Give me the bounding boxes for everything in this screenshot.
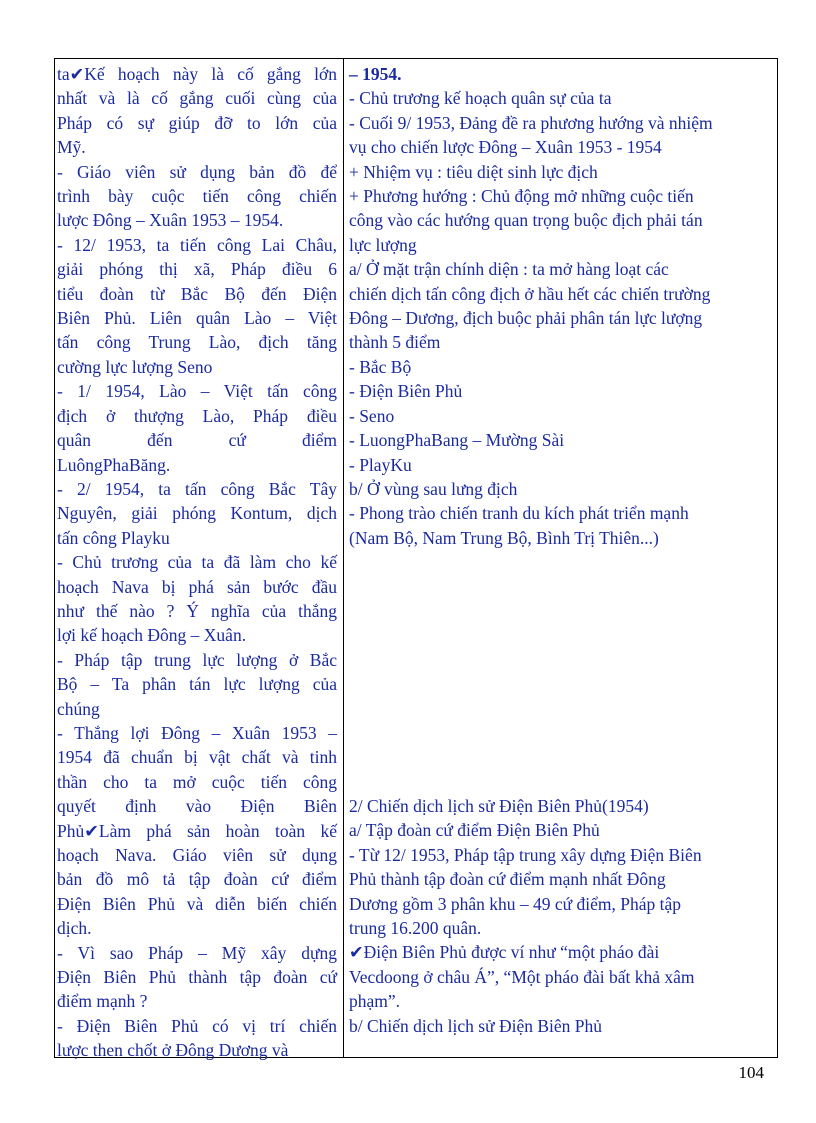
left-text-line: tấn công Trung Lào, địch tăng [57, 332, 337, 353]
page-number: 104 [738, 1063, 764, 1082]
column-divider [343, 59, 344, 1057]
content-table [54, 58, 778, 1061]
left-text-line: - 1/ 1954, Lào – Việt tấn công [57, 381, 337, 402]
left-text-line: - Thắng lợi Đông – Xuân 1953 – [57, 722, 337, 743]
left-text-line: Nguyên, giải phóng Kontum, dịch [57, 503, 337, 524]
right-text-line: b/ Ở vùng sau lưng địch [349, 478, 518, 499]
left-text-line: quyết định vào Điện Biên [57, 796, 337, 817]
right-text-line: - LuongPhaBang – Mường Sài [349, 430, 565, 451]
right-text-line: - Bắc Bộ [349, 356, 412, 377]
right-text-line: – 1954. [349, 64, 402, 84]
left-text-line: Điện Biên Phủ thành tập đoàn cứ [57, 967, 337, 988]
left-text-line: tiểu đoàn từ Bắc Bộ đến Điện [57, 283, 337, 304]
right-text-line: - Phong trào chiến tranh du kích phát triển mạnh [349, 503, 689, 524]
left-text-line: tấn công Playku [57, 527, 170, 548]
right-text-line: + Phương hướng : Chủ động mở những cuộc tiến [349, 186, 694, 207]
left-text-line: - Chủ trương của ta đã làm cho kế [57, 552, 337, 573]
left-text-line: nhất và là cố gắng cuối cùng của [57, 88, 337, 109]
left-text-line: cường lực lượng Seno [57, 356, 213, 377]
right-text-line: chiến dịch tấn công địch ở hầu hết các chiến trường [349, 283, 711, 304]
right-text-line: phạm”. [349, 991, 401, 1012]
left-text-line: - Giáo viên sử dụng bản đồ để [57, 161, 337, 182]
left-text-line: Điện Biên Phủ và diễn biến chiến [57, 893, 337, 914]
left-text-line: chúng [57, 698, 100, 719]
left-text-line: 1954 đã chuẩn bị vật chất và tinh [57, 747, 337, 768]
left-text-line: thần cho ta mở cuộc tiến công [57, 771, 337, 792]
left-text-line: Pháp có sự giúp đỡ to lớn của [57, 112, 337, 133]
left-text-line: trình bày cuộc tiến công chiến [57, 186, 337, 207]
left-text-line: dịch. [57, 918, 92, 939]
right-text-line: ✔Điện Biên Phủ được ví như “một pháo đài [349, 942, 660, 963]
left-text-line: điểm mạnh ? [57, 991, 148, 1012]
left-text-line: LuôngPhaBăng. [57, 454, 171, 475]
right-text-line: a/ Ở mặt trận chính diện : ta mở hàng loạt các [349, 259, 669, 280]
right-text-line: Phủ thành tập đoàn cứ điểm mạnh nhất Đông [349, 869, 666, 890]
left-text-line: địch ở thượng Lào, Pháp điều [57, 405, 337, 426]
left-text-line: Biên Phủ. Liên quân Lào – Việt [57, 308, 337, 329]
blank-space [349, 550, 771, 574]
left-text-line: Mỹ. [57, 137, 86, 158]
left-text-line: - Điện Biên Phủ có vị trí chiến [57, 1015, 337, 1036]
right-text-line: 2/ Chiến dịch lịch sử Điện Biên Phủ(1954) [349, 796, 649, 817]
right-text-line: công vào các hướng quan trọng buộc địch phải tán [349, 210, 703, 231]
blank-space [349, 745, 771, 769]
right-text-line: - Cuối 9/ 1953, Đảng đề ra phương hướng và nhiệm [349, 112, 713, 133]
left-column [57, 62, 337, 1063]
right-text-line: - Chủ trương kế hoạch quân sự của ta [349, 88, 612, 109]
right-text-line: trung 16.200 quân. [349, 918, 482, 939]
blank-space [349, 770, 771, 794]
right-text-line: + Nhiệm vụ : tiêu diệt sinh lực địch [349, 161, 598, 182]
right-text-line: - PlayKu [349, 454, 412, 475]
left-text-line: lược then chốt ở Đông Dương và [57, 1040, 289, 1061]
left-text-line: giải phóng thị xã, Pháp điều 6 [57, 259, 337, 280]
left-text-line: lược Đông – Xuân 1953 – 1954. [57, 210, 284, 231]
right-text-line: Đông – Dương, địch buộc phải phân tán lực lượng [349, 308, 703, 329]
right-text-line: thành 5 điểm [349, 332, 441, 353]
blank-space [349, 721, 771, 745]
left-text-line: hoạch Nava. Giáo viên sử dụng [57, 845, 337, 865]
left-text-line: Bộ – Ta phân tán lực lượng của [57, 674, 337, 695]
right-text-line: Vecdoong ở châu Á”, “Một pháo đài bất khả xâm [349, 966, 695, 987]
left-text-line: hoạch Nava bị phá sản bước đầu [57, 576, 337, 597]
right-text-line: - Từ 12/ 1953, Pháp tập trung xây dựng Điện Biên [349, 844, 702, 865]
left-text-line: Phủ✔Làm phá sản hoàn toàn kế [57, 820, 337, 841]
left-text-line: - 12/ 1953, ta tiến công Lai Châu, [57, 234, 337, 255]
left-text-line: - Pháp tập trung lực lượng ở Bắc [57, 649, 337, 670]
left-text-line: ta✔Kế hoạch này là cố gắng lớn [57, 64, 337, 84]
blank-space [349, 672, 771, 696]
right-column [349, 62, 771, 1038]
right-text-line: (Nam Bộ, Nam Trung Bộ, Bình Trị Thiên...) [349, 527, 659, 548]
blank-space [349, 623, 771, 647]
left-text-line: như thế nào ? Ý nghĩa của thắng [57, 600, 337, 621]
left-text-line: - 2/ 1954, ta tấn công Bắc Tây [57, 478, 337, 499]
blank-space [349, 575, 771, 599]
right-text-line: - Điện Biên Phủ [349, 381, 463, 402]
left-text-line: lợi kế hoạch Đông – Xuân. [57, 625, 247, 646]
right-text-line: lực lượng [349, 234, 417, 255]
right-text-line: - Seno [349, 405, 395, 426]
right-text-line: Dương gồm 3 phân khu – 49 cứ điểm, Pháp tập [349, 893, 682, 914]
right-text-line: b/ Chiến dịch lịch sử Điện Biên Phủ [349, 1015, 603, 1036]
blank-space [349, 599, 771, 623]
left-text-line: quân đến cứ điểm [57, 430, 337, 451]
right-text-line: vụ cho chiến lược Đông – Xuân 1953 - 1954 [349, 137, 662, 158]
left-text-line: bản đồ mô tả tập đoàn cứ điểm [57, 869, 337, 890]
right-text-line: a/ Tập đoàn cứ điểm Điện Biên Phủ [349, 820, 600, 841]
blank-space [349, 648, 771, 672]
left-text-line: - Vì sao Pháp – Mỹ xây dựng [57, 942, 337, 963]
blank-space [349, 696, 771, 720]
